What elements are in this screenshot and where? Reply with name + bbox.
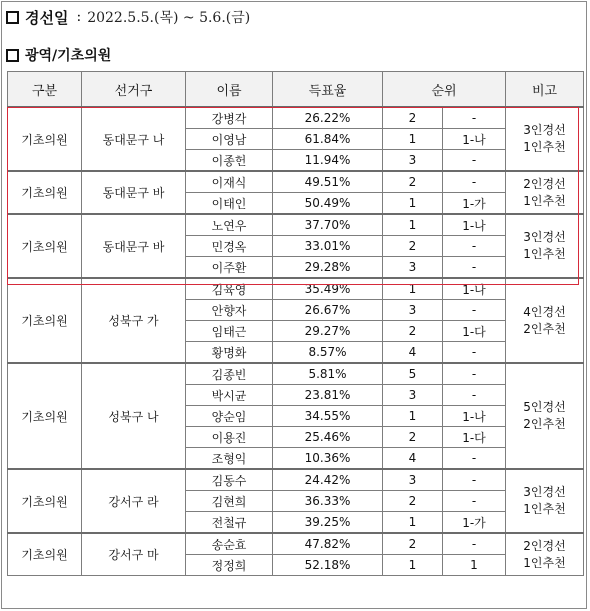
rank-number: 2 [383, 427, 443, 448]
rank-number: 4 [383, 342, 443, 364]
candidate-name: 이태인 [186, 193, 273, 215]
election-date-label: 경선일 [25, 8, 69, 27]
vote-rate: 25.46% [273, 427, 383, 448]
candidate-name: 박시균 [186, 385, 273, 406]
vote-rate: 11.94% [273, 150, 383, 172]
candidate-name: 조형익 [186, 448, 273, 470]
type-cell: 기초의원 [8, 107, 82, 171]
rank-number: 2 [383, 533, 443, 555]
rank-number: 3 [383, 257, 443, 279]
type-cell: 기초의원 [8, 363, 82, 469]
candidate-name: 전철규 [186, 512, 273, 534]
candidate-name: 양순임 [186, 406, 273, 427]
note-cell [506, 171, 584, 214]
vote-rate: 52.18% [273, 555, 383, 576]
candidate-group [8, 214, 584, 278]
vote-rate: 26.22% [273, 107, 383, 129]
nomination-slot: - [443, 300, 506, 321]
nomination-slot: 1-나 [443, 278, 506, 300]
vote-rate: 26.67% [273, 300, 383, 321]
rank-number: 1 [383, 129, 443, 150]
table-row [8, 533, 584, 555]
type-cell: 기초의원 [8, 171, 82, 214]
note-cell [506, 469, 584, 533]
note-line: 4인경선 [523, 304, 566, 319]
rank-number: 2 [383, 107, 443, 129]
candidate-name: 이종헌 [186, 150, 273, 172]
district-cell: 동대문구 바 [82, 214, 186, 278]
candidate-group [8, 533, 584, 576]
nomination-slot: 1-가 [443, 512, 506, 534]
results-table [7, 71, 584, 576]
type-cell: 기초의원 [8, 469, 82, 533]
candidate-group [8, 107, 584, 171]
nomination-slot: 1-다 [443, 427, 506, 448]
table-row [8, 107, 584, 129]
vote-rate: 36.33% [273, 491, 383, 512]
table-row [8, 278, 584, 300]
vote-rate: 47.82% [273, 533, 383, 555]
rank-number: 4 [383, 448, 443, 470]
rank-number: 5 [383, 363, 443, 385]
candidate-name: 노연우 [186, 214, 273, 236]
checkbox-bullet-icon [6, 49, 19, 62]
election-date-colon: : [76, 9, 82, 25]
district-cell: 성북구 나 [82, 363, 186, 469]
rank-number: 2 [383, 171, 443, 193]
table-row [8, 363, 584, 385]
note-cell [506, 278, 584, 363]
note-line: 1인추천 [523, 555, 566, 570]
table-header-row [8, 72, 584, 108]
nomination-slot: 1 [443, 555, 506, 576]
table-row [8, 214, 584, 236]
note-line: 3인경선 [523, 485, 566, 499]
candidate-name: 이용진 [186, 427, 273, 448]
nomination-slot: - [443, 363, 506, 385]
vote-rate: 37.70% [273, 214, 383, 236]
nomination-slot: - [443, 236, 506, 257]
note-cell [506, 363, 584, 469]
nomination-slot: - [443, 107, 506, 129]
vote-rate: 50.49% [273, 193, 383, 215]
nomination-slot: - [443, 171, 506, 193]
election-date-value: 2022.5.5.(목) ~ 5.6.(금) [87, 10, 251, 26]
candidate-name: 김육영 [186, 278, 273, 300]
note-line: 2인경선 [523, 538, 566, 553]
vote-rate: 29.27% [273, 321, 383, 342]
district-cell: 강서구 라 [82, 469, 186, 533]
note-line: 1인추천 [523, 502, 566, 516]
rank-number: 2 [383, 491, 443, 512]
rank-number: 3 [383, 150, 443, 172]
note-line: 2인추천 [523, 417, 566, 431]
vote-rate: 24.42% [273, 469, 383, 491]
rank-number: 1 [383, 214, 443, 236]
vote-rate: 35.49% [273, 278, 383, 300]
header-rank: 순위 [383, 72, 506, 108]
vote-rate: 39.25% [273, 512, 383, 534]
type-cell: 기초의원 [8, 278, 82, 363]
rank-number: 1 [383, 193, 443, 215]
rank-number: 3 [383, 469, 443, 491]
vote-rate: 29.28% [273, 257, 383, 279]
district-cell: 동대문구 나 [82, 107, 186, 171]
section-heading [6, 44, 111, 66]
rank-number: 3 [383, 385, 443, 406]
nomination-slot: - [443, 385, 506, 406]
candidate-name: 이재식 [186, 171, 273, 193]
candidate-name: 김현희 [186, 491, 273, 512]
election-date-heading [6, 6, 250, 28]
rank-number: 2 [383, 321, 443, 342]
note-line: 1인추천 [523, 247, 566, 261]
note-line: 1인추천 [523, 140, 566, 154]
nomination-slot: - [443, 491, 506, 512]
note-line: 2인추천 [523, 321, 566, 336]
candidate-group [8, 469, 584, 533]
header-name: 이름 [186, 72, 273, 108]
nomination-slot: 1-나 [443, 214, 506, 236]
type-cell: 기초의원 [8, 533, 82, 576]
header-type: 구분 [8, 72, 82, 108]
candidate-name: 이영남 [186, 129, 273, 150]
candidate-group [8, 278, 584, 363]
checkbox-bullet-icon [6, 11, 19, 24]
candidate-name: 김종빈 [186, 363, 273, 385]
table-row [8, 469, 584, 491]
nomination-slot: 1-나 [443, 129, 506, 150]
rank-number: 1 [383, 555, 443, 576]
candidate-group [8, 363, 584, 469]
nomination-slot: - [443, 150, 506, 172]
nomination-slot: - [443, 448, 506, 470]
nomination-slot: - [443, 257, 506, 279]
note-cell [506, 214, 584, 278]
candidate-name: 강병각 [186, 107, 273, 129]
note-line: 1인추천 [523, 193, 566, 208]
rank-number: 3 [383, 300, 443, 321]
nomination-slot: 1-다 [443, 321, 506, 342]
district-cell: 강서구 마 [82, 533, 186, 576]
district-cell: 성북구 가 [82, 278, 186, 363]
rank-number: 1 [383, 406, 443, 427]
candidate-name: 임태근 [186, 321, 273, 342]
district-cell: 동대문구 바 [82, 171, 186, 214]
note-line: 2인경선 [523, 176, 566, 191]
table-row [8, 171, 584, 193]
rank-number: 1 [383, 512, 443, 534]
note-line: 3인경선 [523, 230, 566, 244]
vote-rate: 61.84% [273, 129, 383, 150]
nomination-slot: - [443, 342, 506, 364]
candidate-name: 안향자 [186, 300, 273, 321]
nomination-slot: - [443, 469, 506, 491]
nomination-slot: 1-나 [443, 406, 506, 427]
header-vote-rate: 득표율 [273, 72, 383, 108]
candidate-name: 황명화 [186, 342, 273, 364]
note-cell [506, 533, 584, 576]
vote-rate: 23.81% [273, 385, 383, 406]
note-line: 3인경선 [523, 123, 566, 137]
rank-number: 1 [383, 278, 443, 300]
note-cell [506, 107, 584, 171]
type-cell: 기초의원 [8, 214, 82, 278]
nomination-slot: - [443, 533, 506, 555]
vote-rate: 33.01% [273, 236, 383, 257]
vote-rate: 49.51% [273, 171, 383, 193]
vote-rate: 34.55% [273, 406, 383, 427]
candidate-group [8, 171, 584, 214]
nomination-slot: 1-가 [443, 193, 506, 215]
candidate-name: 김동수 [186, 469, 273, 491]
candidate-name: 민경옥 [186, 236, 273, 257]
vote-rate: 5.81% [273, 363, 383, 385]
header-note: 비고 [506, 72, 584, 108]
vote-rate: 10.36% [273, 448, 383, 470]
candidate-name: 정정희 [186, 555, 273, 576]
section-title: 광역/기초의원 [25, 48, 112, 64]
vote-rate: 8.57% [273, 342, 383, 364]
candidate-name: 이주환 [186, 257, 273, 279]
candidate-name: 송순효 [186, 533, 273, 555]
rank-number: 2 [383, 236, 443, 257]
note-line: 5인경선 [523, 400, 566, 414]
header-district: 선거구 [82, 72, 186, 108]
